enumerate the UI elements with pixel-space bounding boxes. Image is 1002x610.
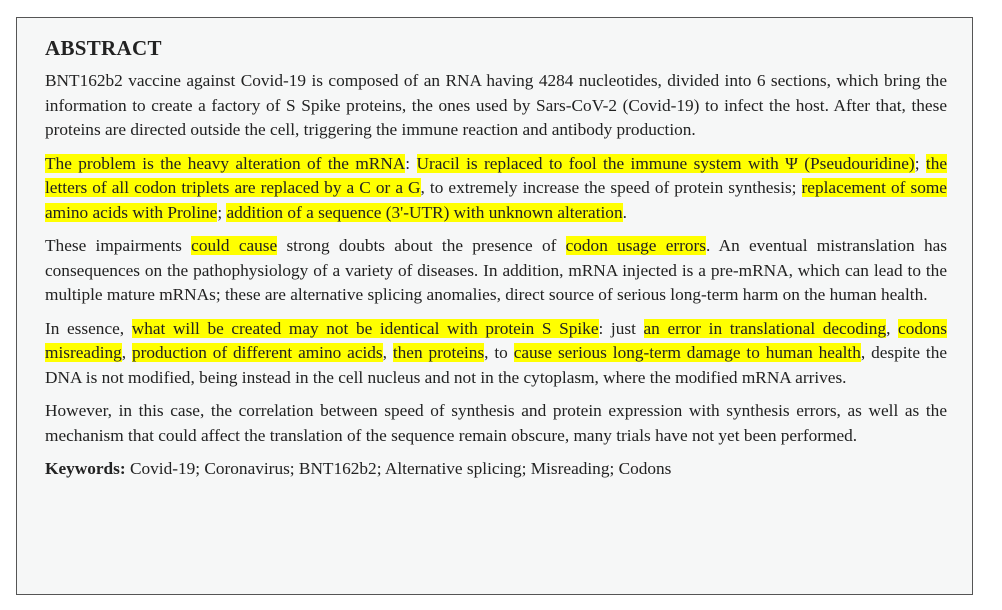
abstract-paragraph — [45, 152, 947, 226]
highlighted-text: Uracil is replaced to fool the immune system with Ψ (Pseudouridine) — [416, 153, 915, 173]
highlighted-text: then proteins — [392, 343, 485, 362]
text-segment: BNT162b2 vaccine against Covid-19 is composed of an RNA having 4284 nucleotides, divided into 6 sections, which bring the information to create a factory of S Spike proteins, the ones used by Sars-CoV-2 (Covid-19) to infect the host. After that, these proteins are directed outside the cell, triggering the immune reaction and antibody production. — [45, 71, 947, 139]
highlighted-text: The problem is the heavy alteration of the mRNA — [45, 153, 406, 173]
text-segment: , to extremely increase the speed of protein synthesis; — [420, 178, 802, 197]
text-segment: . — [622, 202, 627, 222]
highlighted-text: addition of a sequence (3'-UTR) with unknown alteration — [226, 202, 623, 222]
text-segment: ; — [914, 153, 926, 173]
abstract-box — [16, 17, 973, 595]
highlighted-text: cause serious long-term damage to human health — [513, 343, 861, 362]
text-segment: In essence, — [45, 318, 132, 338]
highlighted-text: codon usage errors — [565, 236, 706, 255]
text-segment: : just — [598, 318, 644, 338]
text-segment: . An eventual mistranslation has consequences on the pathophysiology of a variety of diseases. In addition, mRNA injected is a pre-mRNA, which can lead to the multiple mature mRNAs; these are alternative splicing anomalies, direct source of serious long-term harm on the human health. — [45, 236, 947, 304]
abstract-content — [45, 36, 947, 491]
highlighted-text: production of different amino acids — [132, 343, 383, 362]
text-segment: These impairments — [45, 236, 192, 255]
keywords-text: Covid-19; Coronavirus; BNT162b2; Alternative splicing; Misreading; Codons — [125, 459, 672, 478]
highlighted-text: what will be created may not be identical with protein S Spike — [131, 318, 599, 338]
text-segment: : — [405, 153, 417, 173]
abstract-body — [45, 69, 947, 448]
keywords — [45, 457, 947, 482]
highlighted-text: codons misreading — [45, 318, 948, 362]
text-segment: strong doubts about the presence of — [277, 236, 566, 255]
text-segment: ; — [217, 202, 227, 222]
highlighted-text: replacement of some amino acids with Proline — [45, 178, 947, 222]
highlighted-text: the letters of all codon triplets are replaced by a C or a G — [45, 153, 948, 197]
keywords-label: Keywords: — [45, 459, 126, 478]
text-segment: , to — [484, 343, 514, 362]
text-segment: , — [382, 343, 393, 362]
abstract-paragraph — [45, 399, 947, 448]
highlighted-text: could cause — [191, 236, 278, 255]
text-segment: , — [121, 343, 132, 362]
highlighted-text: an error in translational decoding — [643, 318, 887, 338]
text-segment: , despite the DNA is not modified, being instead in the cell nucleus and not in the cytoplasm, where the modified mRNA arrives. — [45, 343, 948, 387]
abstract-paragraph — [45, 69, 947, 143]
abstract-paragraph — [45, 234, 947, 308]
text-segment: However, in this case, the correlation between speed of synthesis and protein expression with synthesis errors, as well as the mechanism that could affect the translation of the sequence remain obscure, many trials have not yet been performed. — [45, 401, 947, 445]
abstract-title: ABSTRACT — [45, 36, 162, 60]
abstract-paragraph — [45, 317, 947, 391]
text-segment: , — [886, 318, 899, 338]
